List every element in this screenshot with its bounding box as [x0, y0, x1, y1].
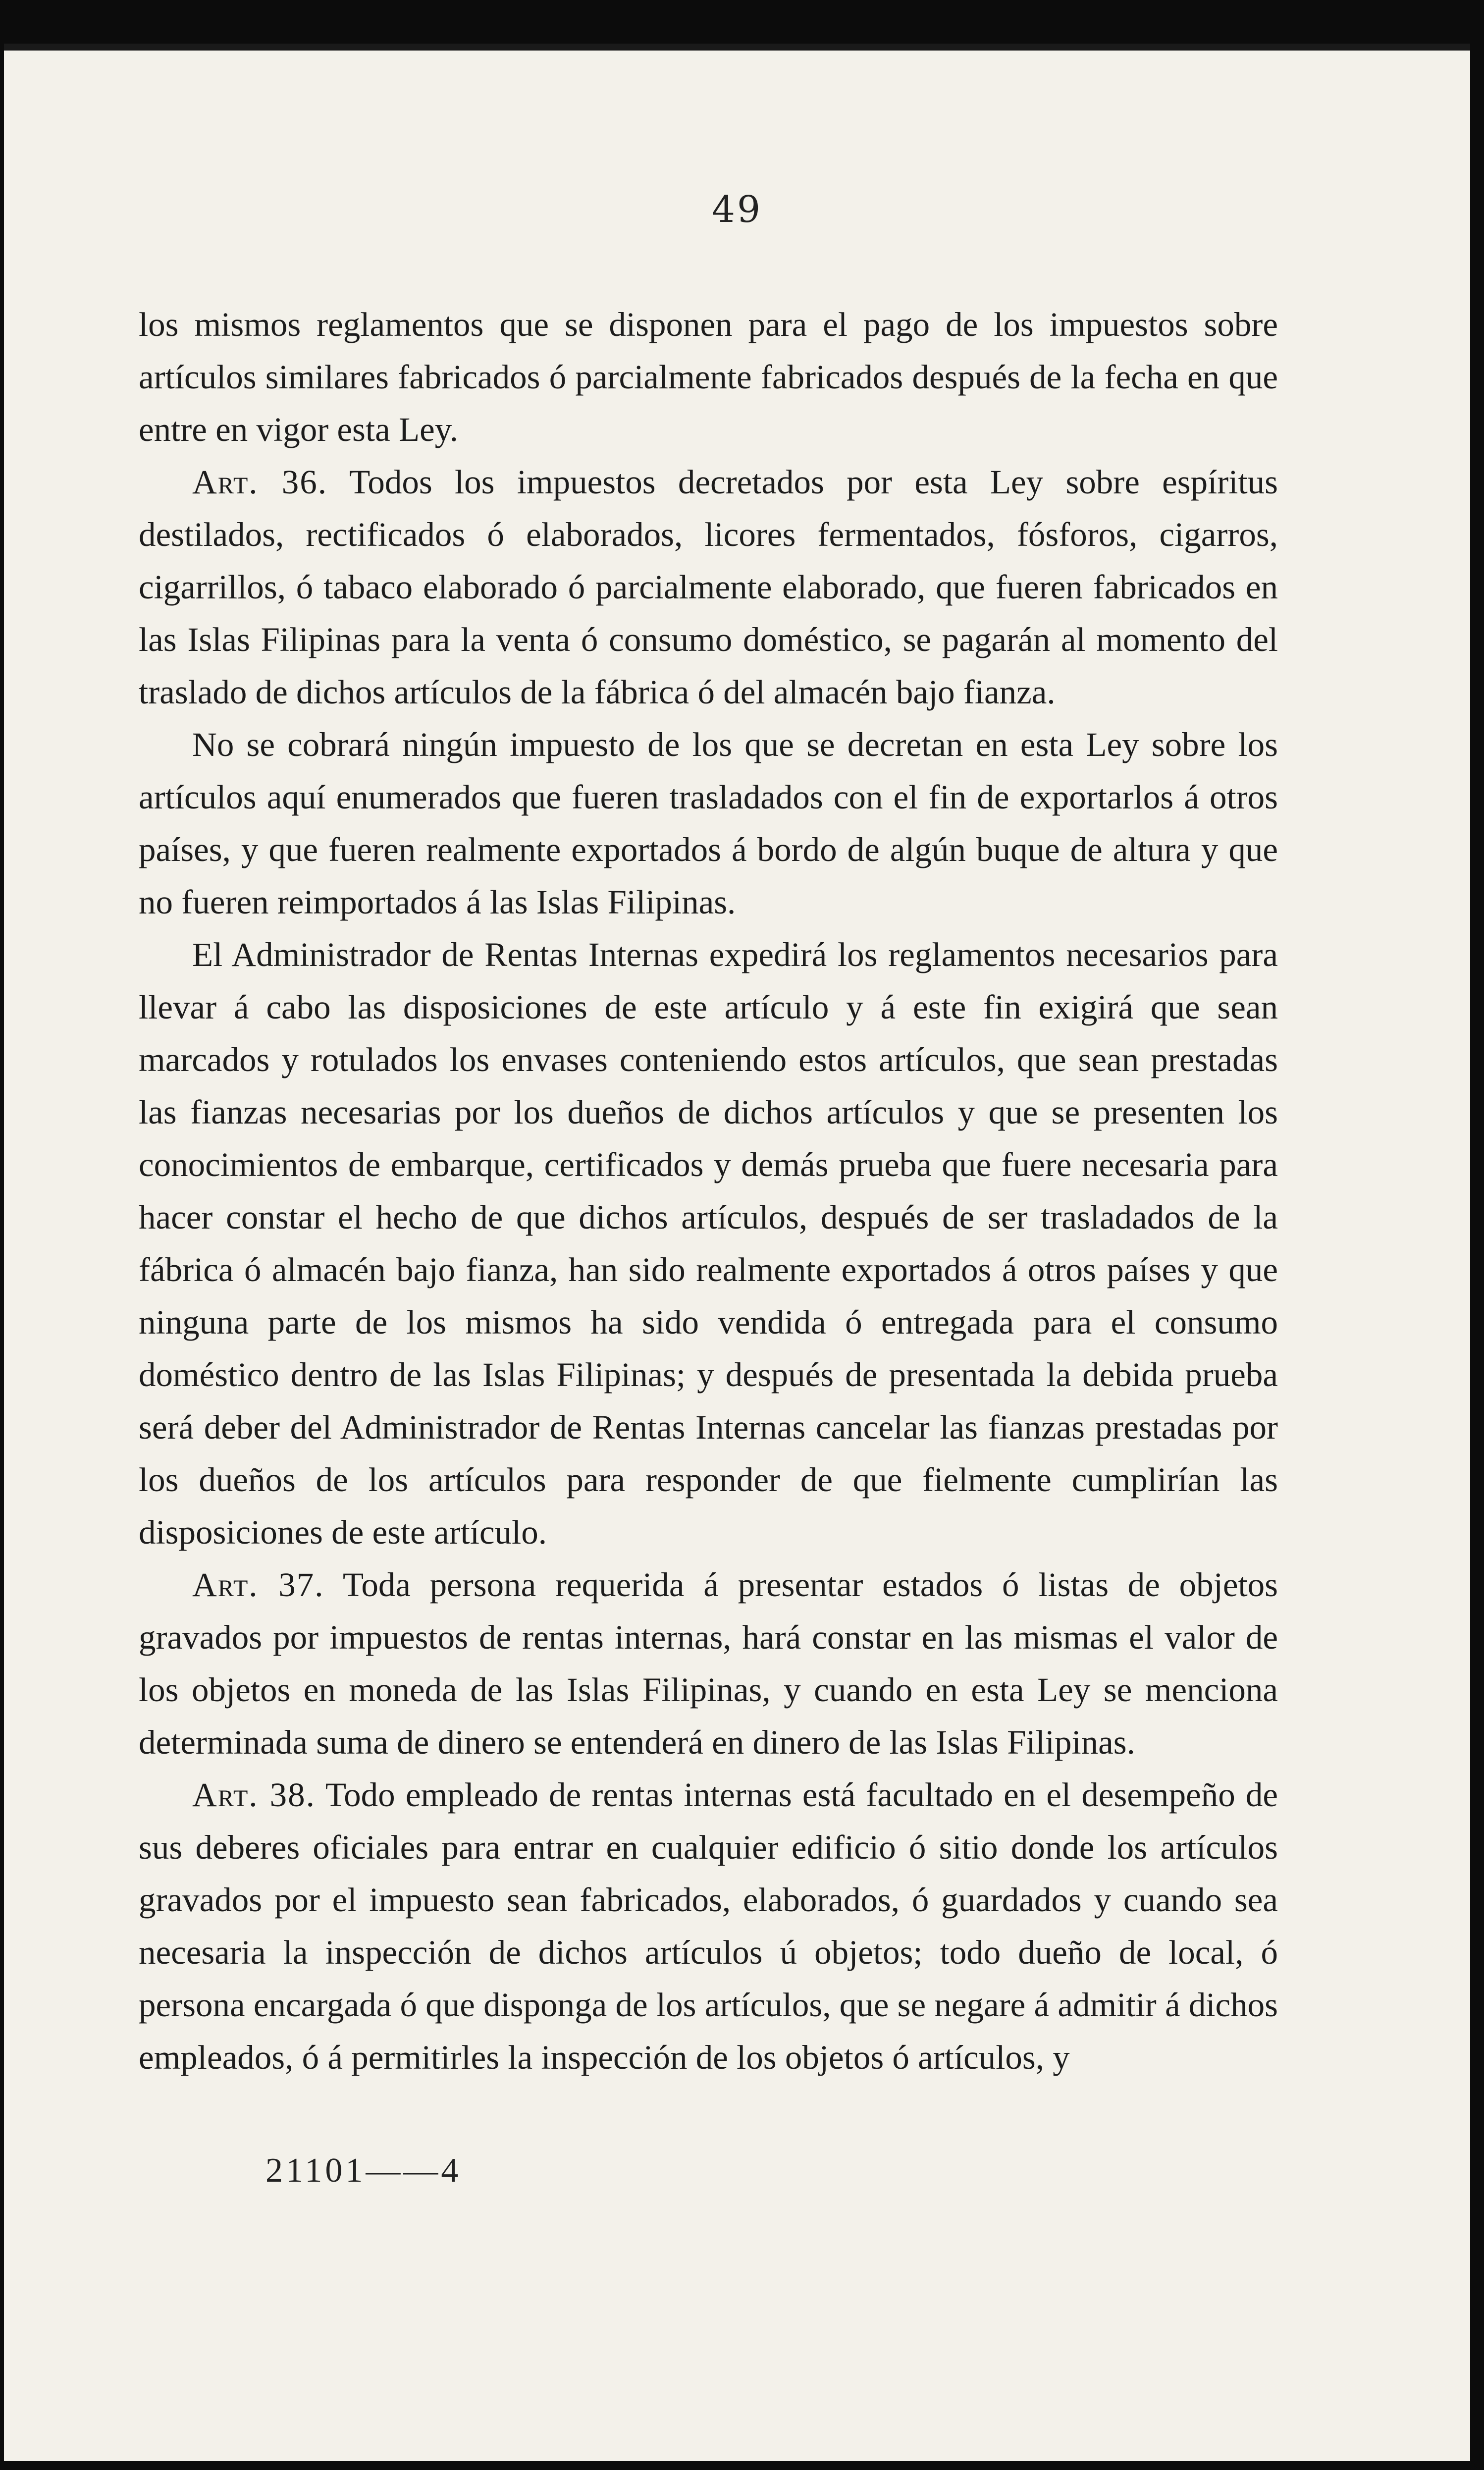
- paragraph-text: No se cobrará ningún impuesto de los que se decretan en esta Ley sobre los artículos aquí enumerados que fueren trasladados con el fin de exportarlos á otros países, y que fueren realmente exportados á bordo de algún buque de altura y que no fueren reimportados á las Islas Filipinas.: [139, 726, 1278, 921]
- paragraph-article-36: [139, 456, 1278, 718]
- paragraph-article-38: [139, 1769, 1278, 2084]
- paragraph-3: [139, 718, 1278, 928]
- page-number: 49: [711, 188, 763, 231]
- paragraph-article-37: [139, 1558, 1278, 1769]
- printer-signature: 21101——4: [265, 2151, 462, 2190]
- paragraph-4: [139, 928, 1278, 1558]
- paragraph-text: los mismos reglamentos que se disponen para el pago de los impuestos sobre artículos similares fabricados ó parcialmente fabricados después de la fecha en que entre en vigor esta Ley.: [139, 306, 1278, 448]
- paragraph-1: [139, 298, 1278, 456]
- document-page: [4, 44, 1470, 2461]
- paragraph-text: Toda persona requerida á presentar estados ó listas de objetos gravados por impuestos de rentas internas, hará constar en las mismas el valor de los objetos en moneda de las Islas Filipinas, y cuando en esta Ley se menciona determinada suma de dinero se entenderá en dinero de las Islas Filipinas.: [139, 1566, 1278, 1761]
- article-label: Art. 36.: [192, 463, 328, 501]
- article-label: Art. 37.: [192, 1566, 324, 1604]
- paragraph-text: Todo empleado de rentas internas está facultado en el desempeño de sus deberes oficiales para entrar en cualquier edificio ó sitio donde los artículos gravados por el impuesto sean fabricados, elaborados, ó guardados y cuando sea necesaria la inspección de dichos artículos ú objetos; todo dueño de local, ó persona encargada ó que disponga de los artículos, que se negare á admitir á dichos empleados, ó á permitirles la inspección de los objetos ó artículos, y: [139, 1776, 1278, 2076]
- article-label: Art. 38.: [192, 1776, 316, 1814]
- paragraph-text: Todos los impuestos decretados por esta Ley sobre espíritus destilados, rectificados ó elaborados, licores fermentados, fósforos, cigarros, cigarrillos, ó tabaco elaborado ó parcialmente elaborado, que fueren fabricados en las Islas Filipinas para la venta ó consumo doméstico, se pagarán al momento del traslado de dichos artículos de la fábrica ó del almacén bajo fianza.: [139, 463, 1278, 711]
- body-text: [139, 298, 1278, 2084]
- paragraph-text: El Administrador de Rentas Internas expedirá los reglamentos necesarios para llevar á cabo las disposiciones de este artículo y á este fin exigirá que sean marcados y rotulados los envases conteniendo estos artículos, que sean prestadas las fianzas necesarias por los dueños de dichos artículos y que se presenten los conocimientos de embarque, certificados y demás prueba que fuere necesaria para hacer constar el hecho de que dichos artículos, después de ser trasladados de la fábrica ó almacén bajo fianza, han sido realmente exportados á otros países y que ninguna parte de los mismos ha sido vendida ó entregada para el consumo doméstico dentro de las Islas Filipinas; y después de presentada la debida prueba será deber del Administrador de Rentas Internas cancelar las fianzas prestadas por los dueños de los artículos para responder de que fielmente cumplirían las disposiciones de este artículo.: [139, 936, 1278, 1551]
